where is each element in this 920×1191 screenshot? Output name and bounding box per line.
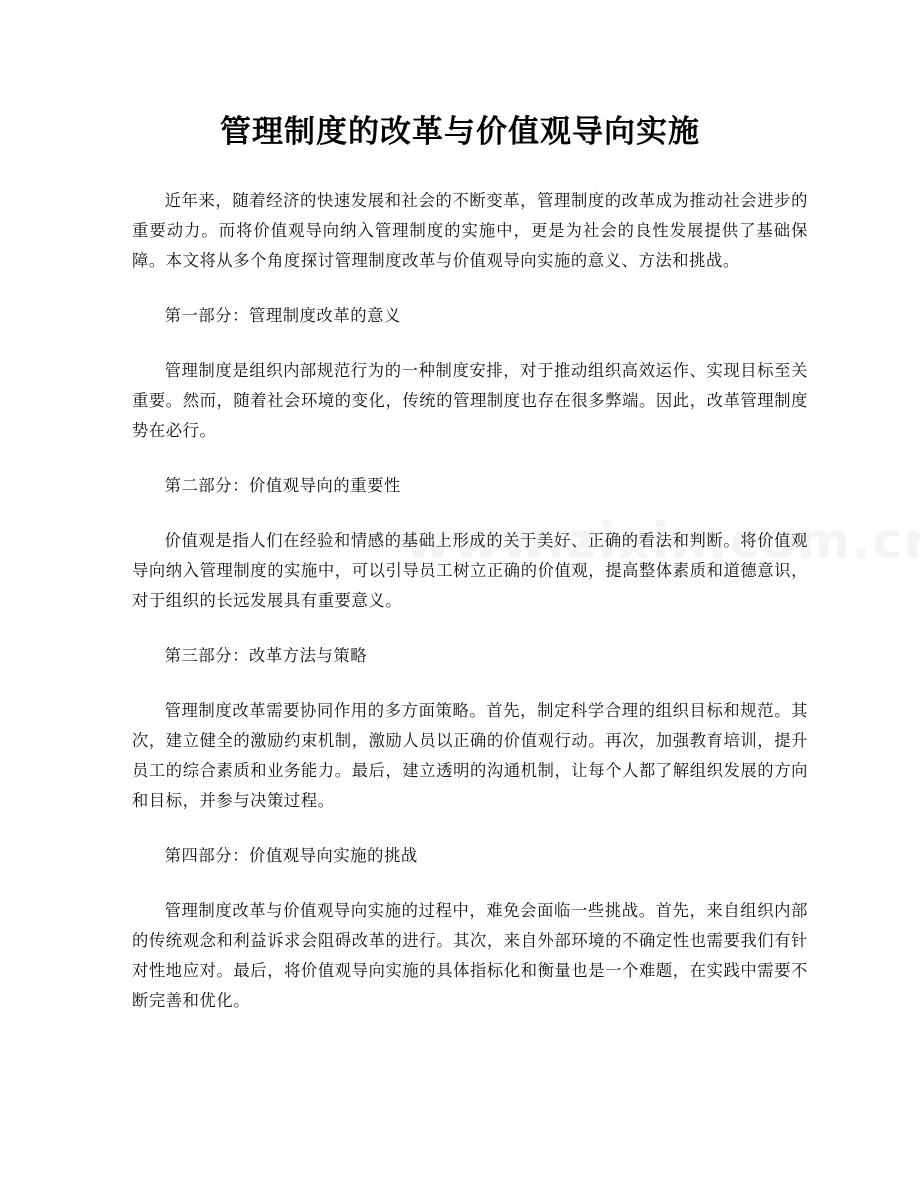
section-paragraph-4: 管理制度改革与价值观导向实施的过程中，难免会面临一些挑战。首先，来自组织内部的传统观念和利益诉求会阻碍改革的进行。其次，来自外部环境的不确定性也需要我们有针对性地应对。最后，将价值观导向实施的具体指标化和衡量也是一个难题，在实践中需要不断完善和优化。 (132, 901, 808, 1010)
section-heading-1: 第一部分：管理制度改革的意义 (164, 306, 401, 325)
section-heading-4: 第四部分：价值观导向实施的挑战 (164, 846, 418, 865)
section-paragraph-3: 管理制度改革需要协同作用的多方面策略。首先，制定科学合理的组织目标和规范。其次，建立健全的激励约束机制，激励人员以正确的价值观行动。再次，加强教育培训，提升员工的综合素质和业务能力。最后，建立透明的沟通机制，让每个人都了解组织发展的方向和目标，并参与决策过程。 (132, 701, 808, 810)
section-paragraph-1: 管理制度是组织内部规范行为的一种制度安排，对于推动组织高效运作、实现目标至关重要。然而，随着社会环境的变化，传统的管理制度也存在很多弊端。因此，改革管理制度势在必行。 (132, 361, 808, 440)
section-heading-3: 第三部分：改革方法与策略 (164, 646, 368, 665)
intro-paragraph: 近年来，随着经济的快速发展和社会的不断变革，管理制度的改革成为推动社会进步的重要动力。而将价值观导向纳入管理制度的实施中，更是为社会的良性发展提供了基础保障。本文将从多个角度探讨管理制度改革与价值观导向实施的意义、方法和挑战。 (132, 191, 808, 270)
section-heading-2: 第二部分：价值观导向的重要性 (164, 476, 401, 495)
section-paragraph-2: 价值观是指人们在经验和情感的基础上形成的关于美好、正确的看法和判断。将价值观导向纳入管理制度的实施中，可以引导员工树立正确的价值观，提高整体素质和道德意识，对于组织的长远发展具有重要意义。 (132, 531, 808, 610)
document-body (132, 186, 808, 1016)
document-title: 管理制度的改革与价值观导向实施 (220, 114, 700, 150)
